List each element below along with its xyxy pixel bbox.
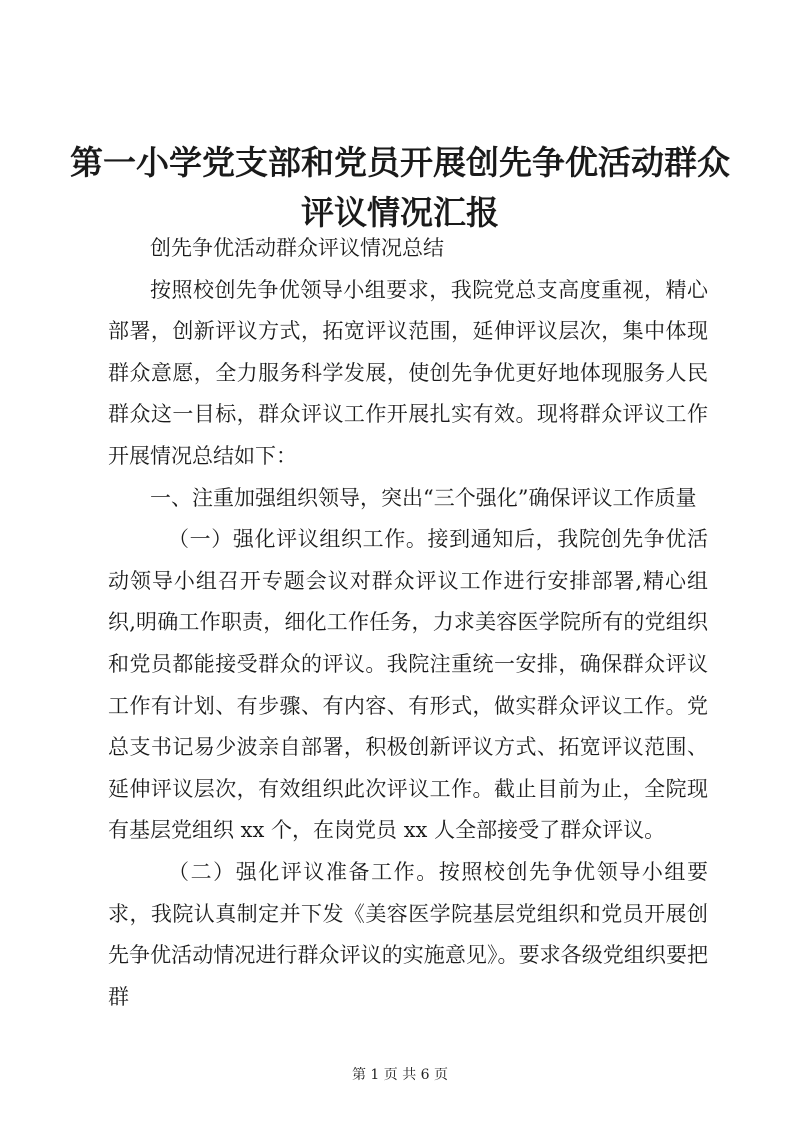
document-body — [108, 228, 708, 1018]
title-line-2: 评议情况汇报 — [301, 193, 499, 232]
paragraph-section-1-1: （一）强化评议组织工作。接到通知后，我院创先争优活动领导小组召开专题会议对群众评议工作进行安排部署,精心组织,明确工作职责，细化工作任务，力求美容医学院所有的党组织和党员都能接受群众的评议。我院注重统一安排，确保群众评议工作有计划、有步骤、有内容、有形式，做实群众评议工作。党总支书记易少波亲自部署，积极创新评议方式、拓宽评议范围、延伸评议层次，有效组织此次评议工作。截止目前为止，全院现有基层党组织 xx 个，在岗党员 xx 人全部接受了群众评议。 — [108, 527, 708, 843]
paragraph-intro: 按照校创先争优领导小组要求，我院党总支高度重视，精心部署，创新评议方式，拓宽评议范围，延伸评议层次，集中体现群众意愿，全力服务科学发展，使创先争优更好地体现服务人民群众这一目标，群众评议工作开展扎实有效。现将群众评议工作开展情况总结如下： — [108, 277, 708, 468]
page-number: 第 1 页 共 6 页 — [351, 1067, 449, 1083]
paragraph-section-1-2: （二）强化评议准备工作。按照校创先争优领导小组要求，我院认真制定并下发《美容医学院基层党组织和党员开展创先争优活动情况进行群众评议的实施意见》。要求各级党组织要把群 — [108, 859, 708, 1009]
subtitle: 创先争优活动群众评议情况总结 — [150, 236, 444, 260]
title-line-1: 第一小学党支部和党员开展创先争优活动群众 — [70, 143, 730, 182]
document-title — [60, 138, 740, 238]
page-footer — [0, 1064, 800, 1084]
section-heading-1: 一、注重加强组织领导，突出“三个强化”确保评议工作质量 — [150, 485, 697, 510]
